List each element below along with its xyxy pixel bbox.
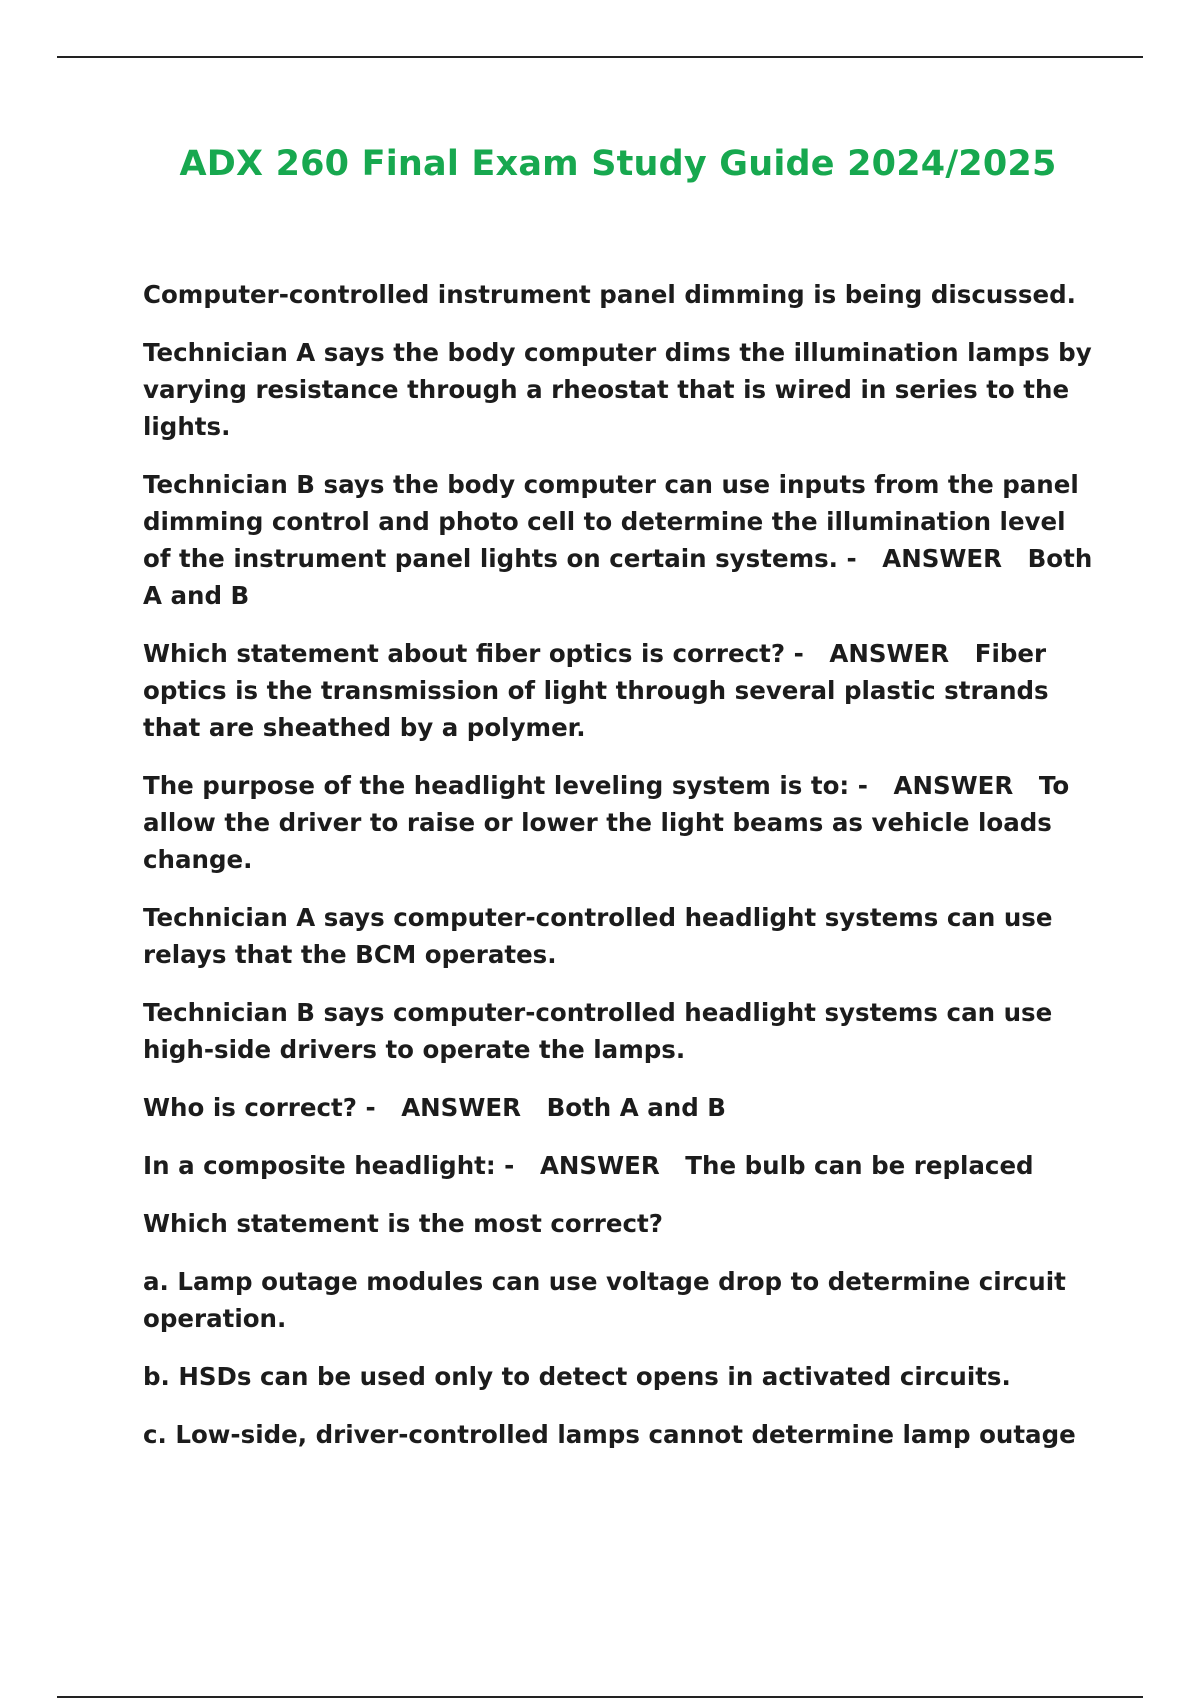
answer-text: Fiber optics is the transmission of light through several plastic strands that are sheathed by a polymer. (143, 639, 1049, 742)
paragraph-text: c. Low-side, driver-controlled lamps cannot determine lamp outage (143, 1420, 1076, 1449)
paragraph-1 (143, 276, 1098, 313)
answer-label: ANSWER (539, 1151, 660, 1180)
paragraph-text: Which statement about fiber optics is correct? (143, 639, 786, 668)
paragraph-text: a. Lamp outage modules can use voltage drop to determine circuit operation. (143, 1267, 1066, 1333)
paragraph-text: Which statement is the most correct? (143, 1209, 663, 1238)
answer-text: To allow the driver to raise or lower the light beams as vehicle loads change. (143, 771, 1070, 874)
paragraph-7 (143, 994, 1098, 1068)
paragraph-text: Technician A says computer-controlled headlight systems can use relays that the BCM operates. (143, 903, 1053, 969)
paragraph-5: The purpose of the headlight leveling system is to: - ANSWER To allow the driver to raise or lower the light beams as vehicle loads change. (143, 771, 1070, 874)
answer-label: ANSWER (401, 1093, 521, 1122)
document-title: ADX 260 Final Exam Study Guide 2024/2025 (179, 144, 1057, 184)
paragraph-8: Who is correct? - ANSWER Both A and B (143, 1093, 726, 1122)
paragraph-text: Technician A says the body computer dims the illumination lamps by varying resistance through a rheostat that is wired in series to the lights. (143, 338, 1092, 441)
paragraph-6 (143, 899, 1098, 973)
answer-label: ANSWER (893, 771, 1014, 800)
document-body (143, 276, 1098, 1474)
paragraph-9: In a composite headlight: - ANSWER The bulb can be replaced (143, 1151, 1034, 1180)
paragraph-text: Computer-controlled instrument panel dimming is being discussed. (143, 280, 1076, 309)
answer-text: Both A and B (546, 1093, 726, 1122)
paragraph-4: Which statement about fiber optics is correct? - ANSWER Fiber optics is the transmission of light through several plastic strands that are sheathed by a polymer. (143, 639, 1049, 742)
paragraph-text: Technician B says the body computer can use inputs from the panel dimming control and photo cell to determine the illumination level of the instrument panel lights on certain systems. (143, 470, 1079, 573)
paragraph-13 (143, 1416, 1098, 1453)
paragraph-11 (143, 1263, 1098, 1337)
answer-text: The bulb can be replaced (685, 1151, 1034, 1180)
paragraph-text: Who is correct? (143, 1093, 357, 1122)
answer-label: ANSWER (829, 639, 950, 668)
paragraph-2 (143, 334, 1098, 445)
answer-text: Both A and B (143, 544, 1093, 610)
paragraph-text: In a composite headlight: (143, 1151, 496, 1180)
paragraph-3: Technician B says the body computer can use inputs from the panel dimming control and photo cell to determine the illumination level of the instrument panel lights on certain systems. - ANSWER Both A and B (143, 470, 1093, 610)
paragraph-text: Technician B says computer-controlled headlight systems can use high-side drivers to operate the lamps. (143, 998, 1053, 1064)
top-rule (57, 56, 1143, 58)
paragraph-12 (143, 1358, 1098, 1395)
paragraph-text: The purpose of the headlight leveling system is to: (143, 771, 850, 800)
bottom-rule (57, 1696, 1143, 1698)
answer-label: ANSWER (882, 544, 1003, 573)
paragraph-10 (143, 1205, 1098, 1242)
paragraph-text: b. HSDs can be used only to detect opens in activated circuits. (143, 1362, 1011, 1391)
